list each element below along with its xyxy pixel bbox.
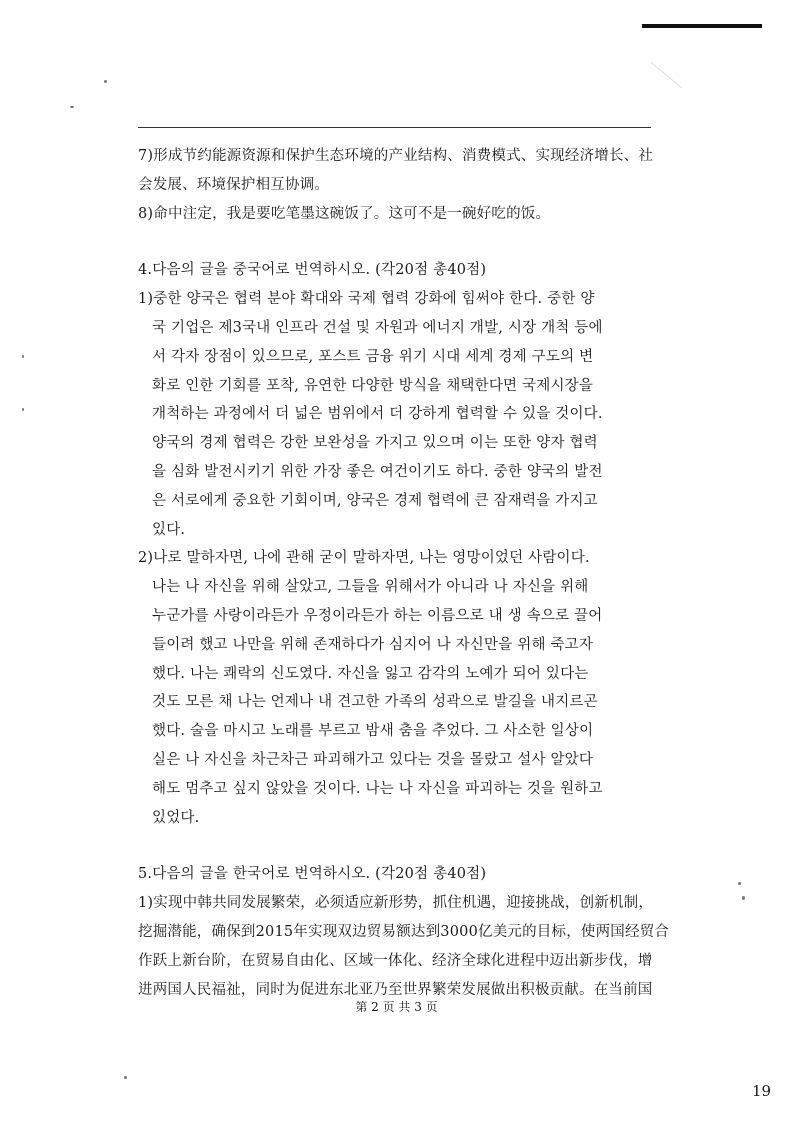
scan-speck bbox=[124, 1076, 127, 1079]
text-line: 실은 나 자신을 차근차근 파괴해가고 있다는 것을 몰랐고 설사 알았다 bbox=[152, 751, 594, 768]
text-line: 8)命中注定，我是要吃笔墨这碗饭了。这可不是一碗好吃的饭。 bbox=[138, 205, 551, 222]
section-top-items bbox=[138, 142, 658, 228]
scan-speck bbox=[738, 882, 741, 885]
text-line: 있다. bbox=[152, 521, 186, 538]
page-footer: 第 2 页 共 3 页 bbox=[355, 1000, 438, 1014]
text-line: 화로 인한 기회를 포착, 유연한 다양한 방식을 채택한다면 국제시장을 bbox=[152, 377, 594, 394]
text-line: 作跃上新台阶，在贸易自由化、区域一体化、经济全球化进程中迈出新步伐，增 bbox=[138, 952, 653, 969]
section-4 bbox=[138, 256, 658, 832]
text-line: 들이려 했고 나만을 위해 존재하다가 심지어 나 자신만을 위해 죽고자 bbox=[152, 636, 594, 653]
text-line: 있었다. bbox=[152, 809, 200, 826]
section-5 bbox=[138, 860, 670, 1004]
top-divider bbox=[138, 127, 651, 128]
text-line: 개척하는 과정에서 더 넓은 범위에서 더 강하게 협력할 수 있을 것이다. bbox=[152, 406, 603, 423]
section-5-heading: 5.다음의 글을 한국어로 번역하시오. (각20점 총40점) bbox=[138, 866, 487, 883]
text-line: 7)形成节约能源资源和保护生态环境的产业结构、消费模式、实现经济增长、社 bbox=[138, 148, 654, 164]
page-content bbox=[138, 142, 670, 1004]
section-5-item-1 bbox=[138, 889, 670, 1004]
text-line: 을 심화 발전시키기 위한 가장 좋은 여건이기도 하다. 중한 양국의 발전 bbox=[152, 463, 603, 480]
text-line: 누군가를 사랑이라든가 우정이라든가 하는 이름으로 내 생 속으로 끌어 bbox=[152, 607, 603, 624]
text-line: 进两国人民福祉，同时为促进东北亚乃至世界繁荣发展做出积极贡献。在当前国 bbox=[138, 981, 653, 998]
text-line: 것도 모른 채 나는 언제나 내 견고한 가족의 성곽으로 발길을 내지르곤 bbox=[152, 694, 598, 711]
scan-speck bbox=[104, 80, 107, 83]
scan-speck bbox=[22, 355, 24, 358]
text-line: 국 기업은 제3국내 인프라 건설 및 자원과 에너지 개발, 시장 개척 등에 bbox=[152, 319, 603, 336]
text-line: 했다. 나는 쾌락의 신도였다. 자신을 잃고 감각의 노예가 되어 있다는 bbox=[152, 665, 589, 682]
text-line: 挖掘潜能，确保到2015年实现双边贸易额达到3000亿美元的目标，使两国经贸合 bbox=[138, 923, 670, 940]
text-line: 1)实现中韩共同发展繁荣，必须适应新形势，抓住机遇，迎接挑战，创新机制， bbox=[138, 895, 654, 912]
scan-speck bbox=[742, 896, 745, 900]
text-line: 양국의 경제 협력은 강한 보완성을 가지고 있으며 이는 또한 양자 협력 bbox=[152, 435, 598, 452]
text-line: 서 각자 장점이 있으므로, 포스트 금융 위기 시대 세계 경제 구도의 변 bbox=[152, 348, 594, 365]
text-line: 해도 멈추고 싶지 않았을 것이다. 나는 나 자신을 파괴하는 것을 원하고 bbox=[152, 780, 603, 797]
section-4-heading: 4.다음의 글을 중국어로 번역하시오. (각20점 총40점) bbox=[138, 262, 487, 279]
section-4-item-2 bbox=[138, 544, 658, 832]
scan-speck bbox=[22, 408, 24, 411]
scan-speck bbox=[70, 106, 74, 108]
text-line: 은 서로에게 중요한 기회이며, 양국은 경제 협력에 큰 잠재력을 가지고 bbox=[152, 492, 598, 509]
text-line: 2)나로 말하자면, 나에 관해 굳이 말하자면, 나는 영망이었던 사람이다. bbox=[138, 550, 590, 567]
text-line: 会发展、环境保护相互协调。 bbox=[138, 176, 330, 193]
section-4-item-1 bbox=[138, 285, 658, 544]
text-line: 1)중한 양국은 협력 분야 확대와 국제 협력 강화에 힘써야 한다. 중한 양 bbox=[138, 291, 595, 308]
page-number: 19 bbox=[752, 1082, 772, 1100]
text-line: 했다. 술을 마시고 노래를 부르고 밤새 춤을 추었다. 그 사소한 일상이 bbox=[152, 723, 594, 740]
text-line: 나는 나 자신을 위해 살았고, 그들을 위해서가 아니라 나 자신을 위해 bbox=[152, 579, 589, 596]
